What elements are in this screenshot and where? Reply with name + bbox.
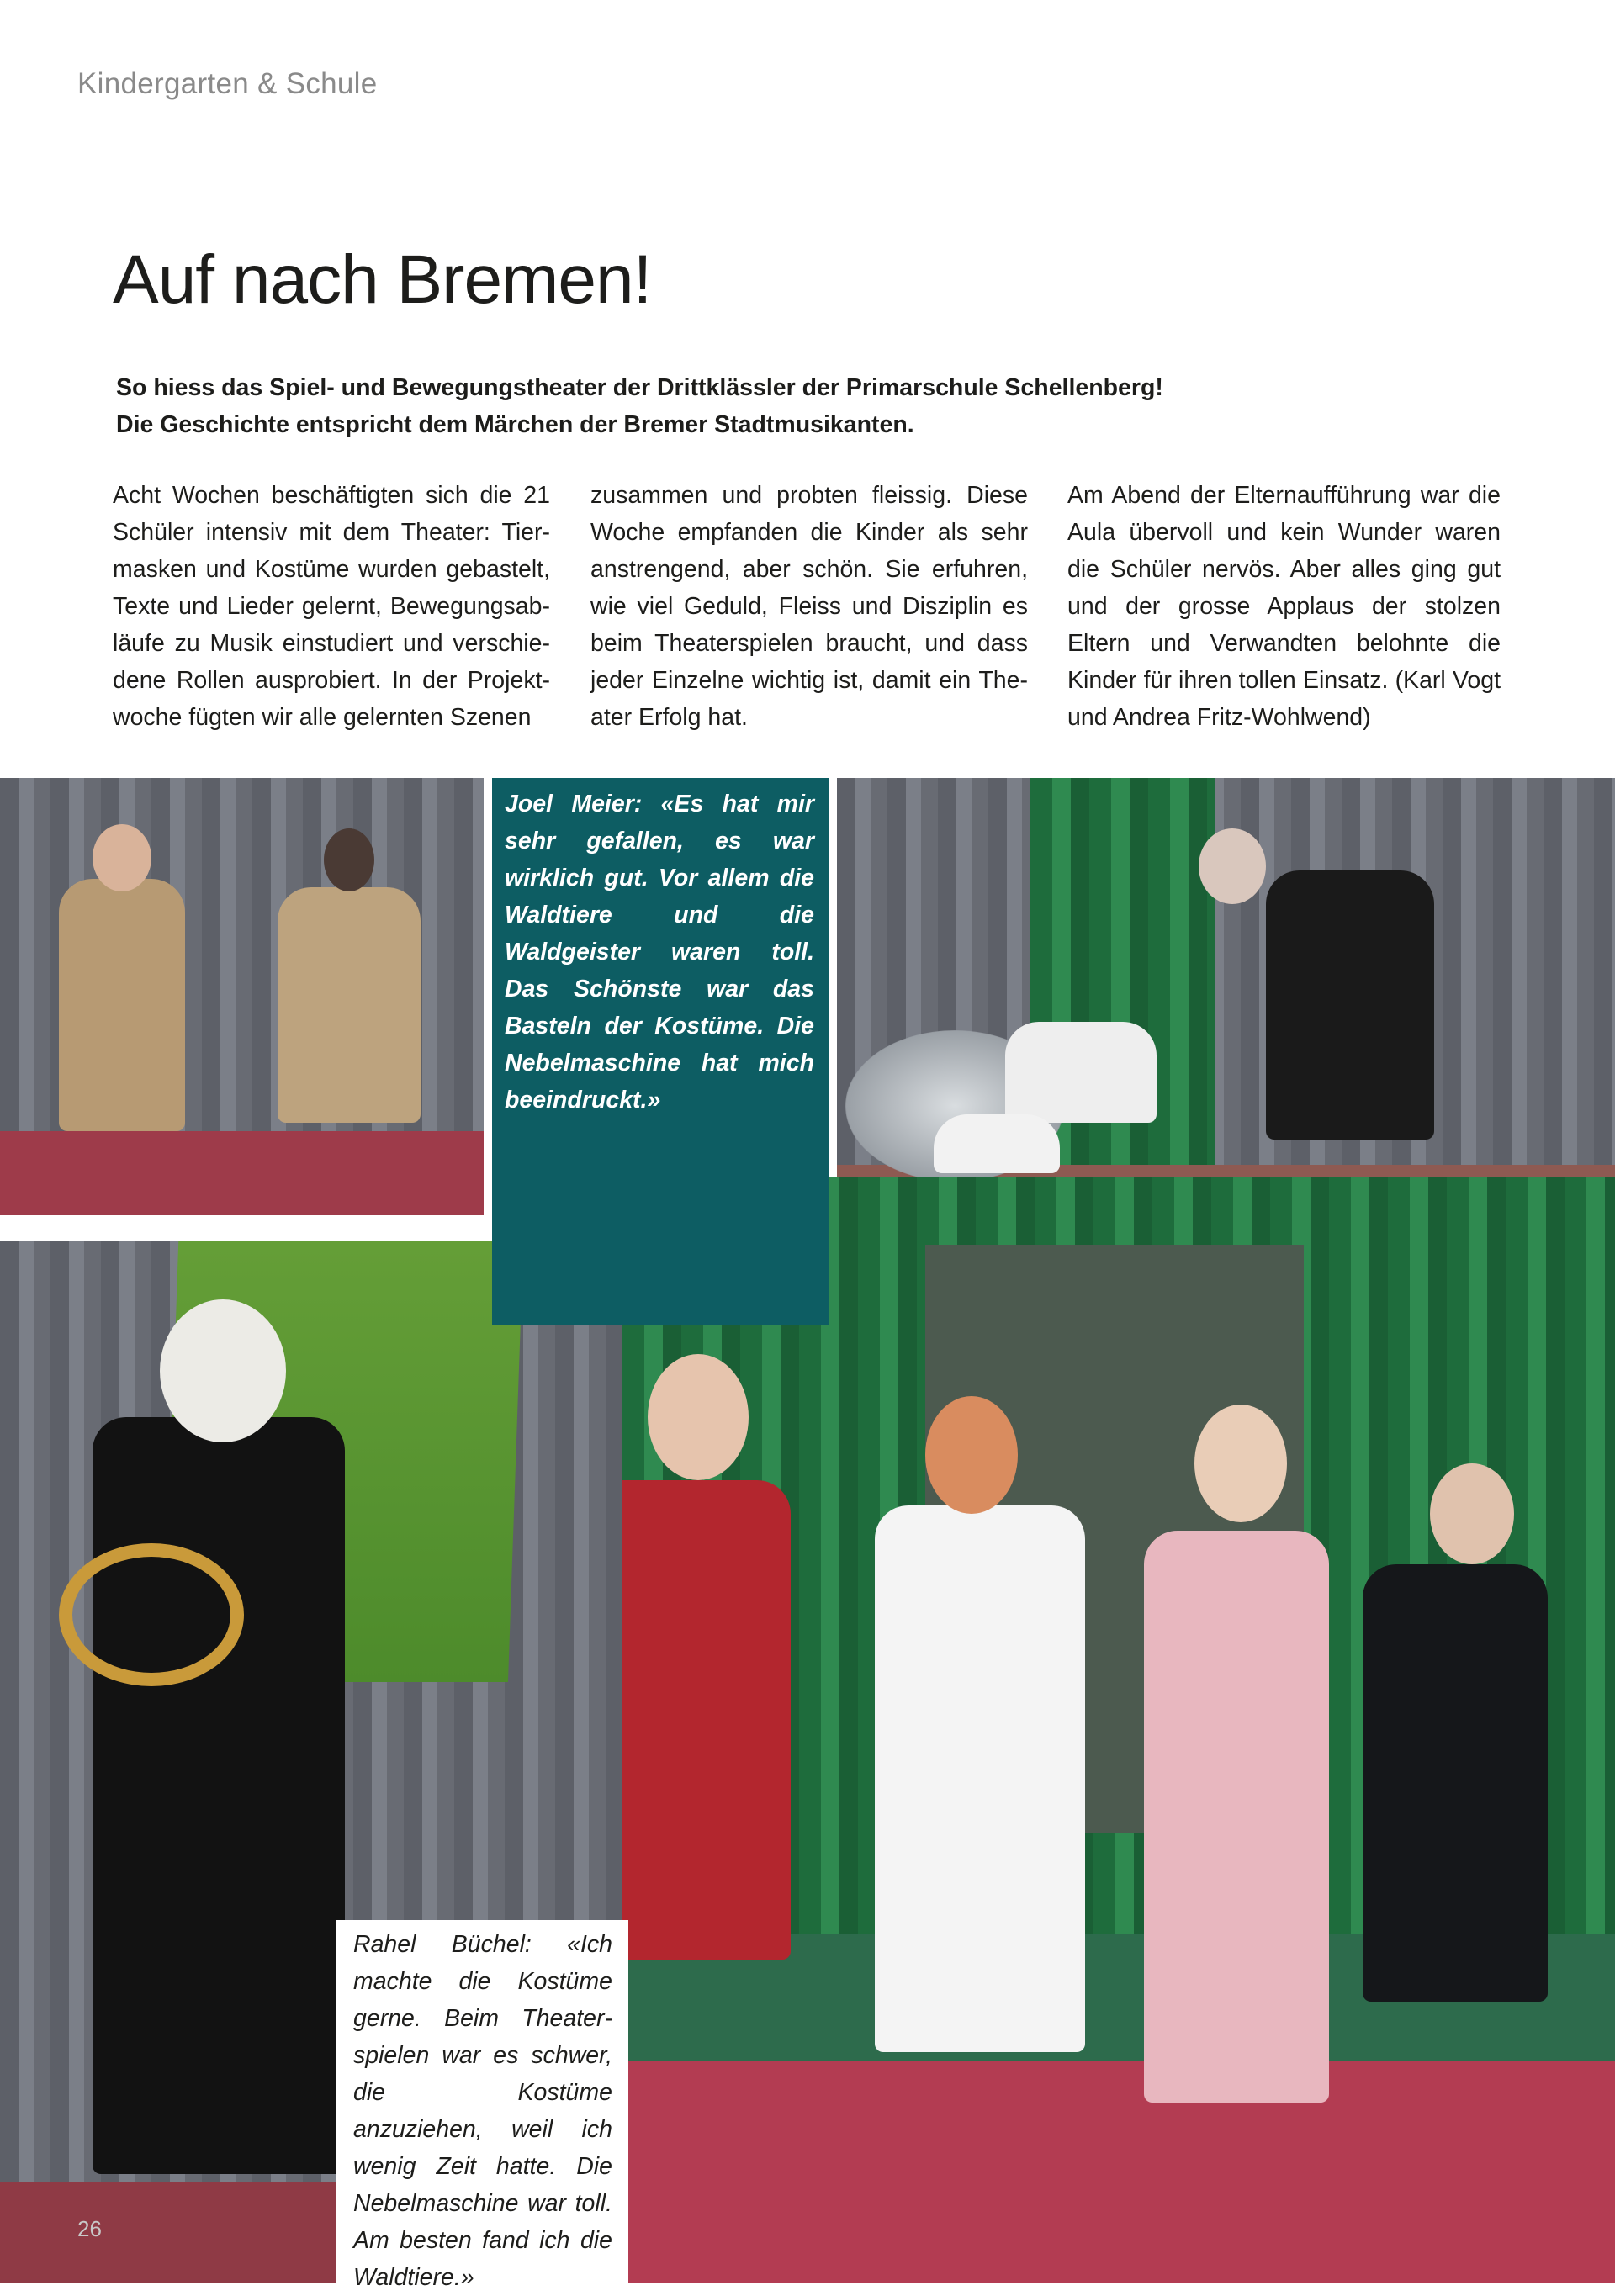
lead-line-1: So hiess das Spiel- und Bewegungstheater der Drittklässler der Primarschule Schellenberg! bbox=[116, 374, 1163, 401]
child-figure bbox=[934, 1114, 1060, 1173]
child-head bbox=[1194, 1405, 1287, 1522]
page-number: 26 bbox=[77, 2216, 102, 2241]
child-head bbox=[1199, 828, 1266, 904]
lead-line-2: Die Geschichte entspricht dem Märchen der Bremer Stadtmusikanten. bbox=[116, 411, 914, 438]
section-label: Kindergarten & Schule bbox=[77, 67, 378, 100]
child-head bbox=[1430, 1463, 1514, 1564]
child-figure bbox=[1266, 870, 1434, 1140]
stage-floor bbox=[0, 1131, 484, 1215]
child-figure bbox=[278, 887, 421, 1123]
article-title: Auf nach Bremen! bbox=[113, 241, 652, 318]
stage-floor bbox=[622, 2061, 1615, 2283]
child-head bbox=[925, 1396, 1018, 1514]
body-column-3: Am Abend der Elternaufführung war die Aula übervoll und kein Wunder waren die Schüler nervös. Aber alles ging gut und der grosse Applaus der stolzen Eltern und Verwandten belohnte die Kinder für ihren tollen Einsatz. (Karl Vogt und Andrea Fritz-Wohlwend) bbox=[1067, 482, 1501, 731]
child-figure bbox=[1144, 1531, 1329, 2103]
child-head bbox=[648, 1354, 749, 1480]
child-figure bbox=[1363, 1564, 1548, 2002]
article-lead bbox=[116, 369, 1546, 443]
quote-rahel: Rahel Büchel: «Ich machte die Kostüme gerne. Beim Theaterspielen war es schwer, die Kostüme anzuziehen, weil ich wenig Zeit hatte. Die Nebelmaschine war toll. Am besten fand ich die Waldtiere.» bbox=[353, 1931, 612, 2291]
child-figure bbox=[93, 1417, 345, 2174]
french-horn bbox=[59, 1543, 244, 1686]
child-head bbox=[160, 1299, 286, 1442]
body-column-2: zusammen und probten fleissig. Diese Woche empfanden die Kinder als sehr anstrengend, aber schön. Sie erfuhren, wie viel Geduld, Fleiss und Disziplin es beim Theaterspielen braucht, und dass jeder Einzelne wichtig ist, damit ein Theater Erfolg hat. bbox=[590, 482, 1028, 731]
child-figure bbox=[1005, 1022, 1157, 1123]
child-head bbox=[324, 828, 374, 891]
child-figure bbox=[59, 879, 185, 1131]
child-figure bbox=[622, 1480, 791, 1960]
child-figure bbox=[875, 1505, 1085, 2052]
photo-costumes-stage bbox=[0, 778, 484, 1215]
child-head bbox=[93, 824, 151, 891]
body-column-1: Acht Wochen beschäftigten sich die 21 Schüler intensiv mit dem Theater: Tiermasken und Kostüme wurden gebastelt, Texte und Lieder gelernt, Bewegungsabläufe zu Musik einstudiert und verschiedene Rollen ausprobiert. In der Projektwoche fügten wir alle gelernten Szenen bbox=[113, 482, 550, 731]
photo-children-group bbox=[622, 1177, 1615, 2283]
quote-joel: Joel Meier: «Es hat mir sehr gefallen, es war wirklich gut. Vor allem die Waldtiere und die Waldgeister waren toll. Das Schönste war das Basteln der Kostüme. Die Nebelmaschine hat mich beeindruckt.» bbox=[505, 791, 814, 1114]
